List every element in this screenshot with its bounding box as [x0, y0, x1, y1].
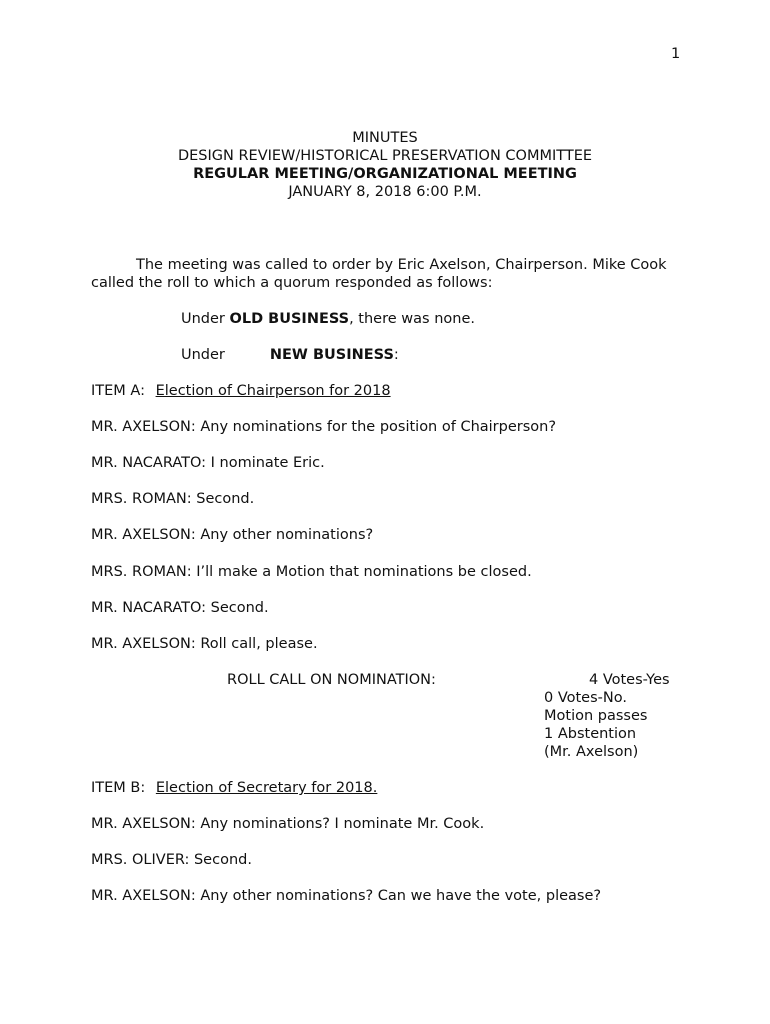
- item-a-title: Election of Chairperson for 2018: [155, 383, 391, 399]
- roll-result-outcome: Motion passes: [544, 708, 648, 724]
- roll-result-no: 0 Votes-No.: [544, 690, 627, 706]
- item-b-label: ITEM B:: [91, 780, 146, 796]
- roll-result-abstainer: (Mr. Axelson): [544, 744, 639, 760]
- dialogue-line: MR. AXELSON: Any other nominations? Can we have the vote, please?: [91, 888, 602, 904]
- dialogue-line: MR. AXELSON: Any other nominations?: [91, 527, 374, 543]
- item-b-heading: [91, 779, 377, 797]
- dialogue-line: MR. AXELSON: Roll call, please.: [91, 636, 318, 652]
- intro-paragraph: The meeting was called to order by Eric Axelson, Chairperson. Mike Cook called the roll to which a quorum responded as follows:: [91, 257, 667, 291]
- roll-call-results: [544, 671, 670, 761]
- page-number: 1: [671, 46, 681, 62]
- old-business-line: [181, 310, 475, 328]
- roll-result-abstention: 1 Abstention: [544, 726, 637, 742]
- new-business-line: [181, 346, 399, 364]
- old-business-prefix: Under: [181, 311, 230, 327]
- old-business-suffix: , there was none.: [349, 311, 475, 327]
- header-title: MINUTES: [352, 130, 418, 146]
- item-a-label: ITEM A:: [91, 383, 145, 399]
- new-business-suffix: :: [393, 347, 399, 363]
- dialogue-line: MR. NACARATO: Second.: [91, 600, 269, 616]
- dialogue-line: MRS. ROMAN: I’ll make a Motion that nominations be closed.: [91, 564, 532, 580]
- dialogue-line: MR. NACARATO: I nominate Eric.: [91, 455, 325, 471]
- header-meeting-type: REGULAR MEETING/ORGANIZATIONAL MEETING: [193, 166, 577, 182]
- item-a-heading: [91, 382, 391, 400]
- roll-result-yes: 4 Votes-Yes: [589, 672, 670, 688]
- dialogue-line: MR. AXELSON: Any nominations for the position of Chairperson?: [91, 419, 557, 435]
- old-business-heading: OLD BUSINESS: [229, 311, 350, 327]
- roll-call-label: ROLL CALL ON NOMINATION:: [227, 672, 436, 688]
- header-committee: DESIGN REVIEW/HISTORICAL PRESERVATION COMMITTEE: [177, 148, 593, 164]
- document-header: [0, 129, 770, 201]
- header-date: JANUARY 8, 2018 6:00 P.M.: [288, 184, 482, 200]
- new-business-heading: NEW BUSINESS: [269, 347, 394, 363]
- dialogue-line: MRS. OLIVER: Second.: [91, 852, 252, 868]
- dialogue-line: MR. AXELSON: Any nominations? I nominate Mr. Cook.: [91, 816, 485, 832]
- item-b-title: Election of Secretary for 2018.: [155, 780, 378, 796]
- new-business-prefix: Under: [181, 347, 225, 363]
- dialogue-line: MRS. ROMAN: Second.: [91, 491, 255, 507]
